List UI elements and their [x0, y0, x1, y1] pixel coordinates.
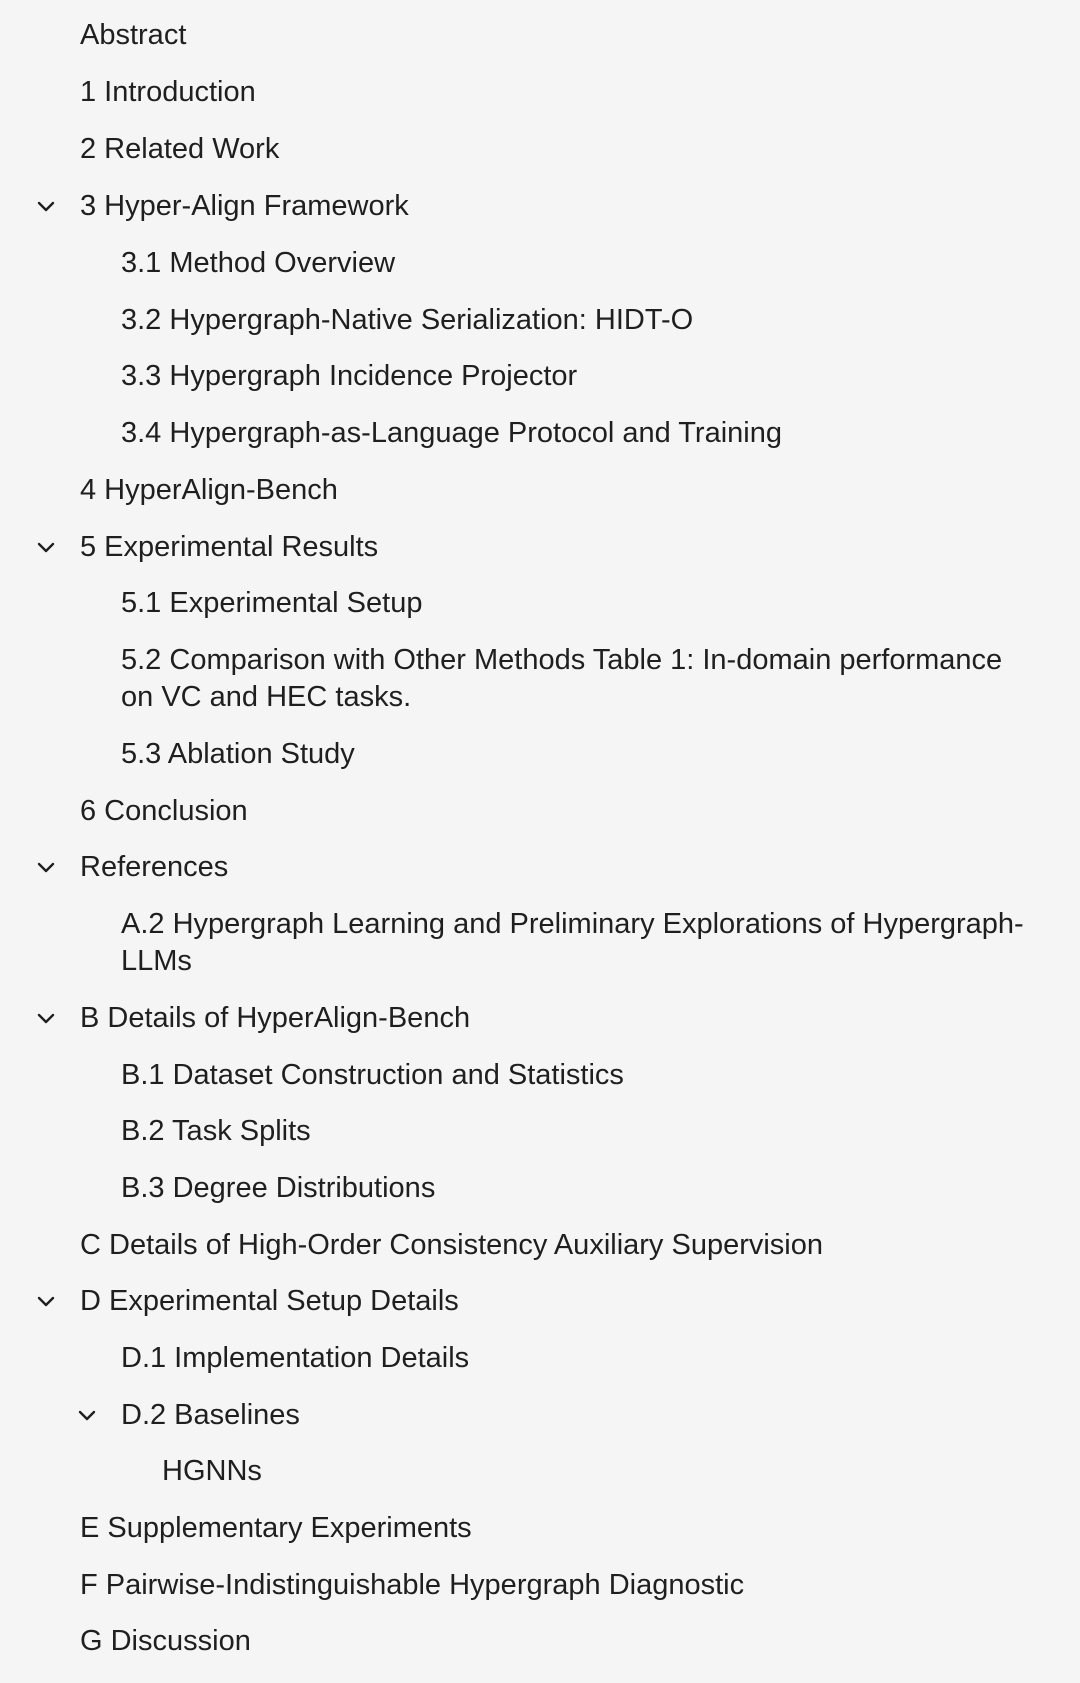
chevron-down-icon[interactable] [33, 193, 59, 219]
outline-item-d-1-implementation-details[interactable] [0, 1340, 1080, 1377]
outline-item-5-2-comparison-with-other-methods-table-1-in-domain-performance-on-vc-and-hec-tasks[interactable] [0, 642, 1080, 716]
outline-item-label: 1 Introduction [80, 76, 256, 108]
chevron-down-icon[interactable] [33, 1005, 59, 1031]
outline-item-label: D Experimental Setup Details [80, 1285, 459, 1317]
outline-item-label: 3.4 Hypergraph-as-Language Protocol and Training [121, 417, 782, 449]
outline-item-label: 2 Related Work [80, 133, 280, 165]
outline-item-label: Abstract [80, 19, 187, 51]
outline-item-label: 5 Experimental Results [80, 531, 379, 563]
outline-item-label: B.2 Task Splits [121, 1115, 311, 1147]
outline-item-1-introduction[interactable] [0, 74, 1080, 111]
outline-item-5-experimental-results[interactable] [0, 529, 1080, 566]
outline-item-3-4-hypergraph-as-language-protocol-and-training[interactable] [0, 415, 1080, 452]
outline-item-b-2-task-splits[interactable] [0, 1113, 1080, 1150]
outline-item-2-related-work[interactable] [0, 131, 1080, 168]
outline-item-label: E Supplementary Experiments [80, 1512, 472, 1544]
outline-item-references[interactable] [0, 849, 1080, 886]
outline-item-5-3-ablation-study[interactable] [0, 736, 1080, 773]
chevron-down-icon[interactable] [33, 534, 59, 560]
outline-item-label: HGNNs [162, 1455, 262, 1487]
outline-item-e-supplementary-experiments[interactable] [0, 1510, 1080, 1547]
outline-item-label: B Details of HyperAlign-Bench [80, 1002, 471, 1034]
outline-item-label: 3 Hyper-Align Framework [80, 190, 409, 222]
chevron-down-icon[interactable] [33, 854, 59, 880]
outline-item-label: 3.2 Hypergraph-Native Serialization: HIDT-O [121, 304, 694, 336]
outline-item-b-3-degree-distributions[interactable] [0, 1170, 1080, 1207]
chevron-down-icon[interactable] [33, 1288, 59, 1314]
outline-item-label: F Pairwise-Indistinguishable Hypergraph Diagnostic [80, 1569, 745, 1601]
outline-item-label: 5.2 Comparison with Other Methods Table 1: In-domain performance on VC and HEC tasks. [121, 644, 1003, 713]
outline-item-label: 5.1 Experimental Setup [121, 587, 423, 619]
outline-item-abstract[interactable] [0, 17, 1080, 54]
outline-item-label: A.2 Hypergraph Learning and Preliminary Explorations of Hypergraph-LLMs [121, 908, 1024, 977]
outline-item-f-pairwise-indistinguishable-hypergraph-diagnostic[interactable] [0, 1567, 1080, 1604]
outline-item-b-1-dataset-construction-and-statistics[interactable] [0, 1057, 1080, 1094]
outline-item-4-hyperalign-bench[interactable] [0, 472, 1080, 509]
chevron-down-icon[interactable] [74, 1402, 100, 1428]
outline-item-a-2-hypergraph-learning-and-preliminary-explorations-of-hypergraph-llms[interactable] [0, 906, 1080, 980]
outline-item-3-1-method-overview[interactable] [0, 245, 1080, 282]
outline-item-label: C Details of High-Order Consistency Auxiliary Supervision [80, 1229, 824, 1261]
outline-item-3-3-hypergraph-incidence-projector[interactable] [0, 358, 1080, 395]
outline-item-label: D.2 Baselines [121, 1399, 300, 1431]
outline-item-3-hyper-align-framework[interactable] [0, 188, 1080, 225]
outline-item-label: B.1 Dataset Construction and Statistics [121, 1059, 624, 1091]
outline-item-label: 4 HyperAlign-Bench [80, 474, 338, 506]
outline-item-c-details-of-high-order-consistency-auxiliary-supervision[interactable] [0, 1227, 1080, 1264]
outline-item-6-conclusion[interactable] [0, 793, 1080, 830]
outline-item-label: D.1 Implementation Details [121, 1342, 470, 1374]
outline-item-label: References [80, 851, 229, 883]
outline-item-label: 3.3 Hypergraph Incidence Projector [121, 360, 578, 392]
outline-item-label: 5.3 Ablation Study [121, 738, 355, 770]
outline-item-b-details-of-hyperalign-bench[interactable] [0, 1000, 1080, 1037]
outline-item-d-2-baselines[interactable] [0, 1397, 1080, 1434]
outline-item-hgnns[interactable] [0, 1453, 1080, 1490]
outline-item-label: 3.1 Method Overview [121, 247, 396, 279]
outline-item-label: 6 Conclusion [80, 795, 248, 827]
outline-item-label: G Discussion [80, 1625, 251, 1657]
outline-item-3-2-hypergraph-native-serialization-hidt-o[interactable] [0, 302, 1080, 339]
outline-item-5-1-experimental-setup[interactable] [0, 585, 1080, 622]
outline-item-label: B.3 Degree Distributions [121, 1172, 436, 1204]
outline-item-d-experimental-setup-details[interactable] [0, 1283, 1080, 1320]
outline-item-g-discussion[interactable] [0, 1623, 1080, 1660]
